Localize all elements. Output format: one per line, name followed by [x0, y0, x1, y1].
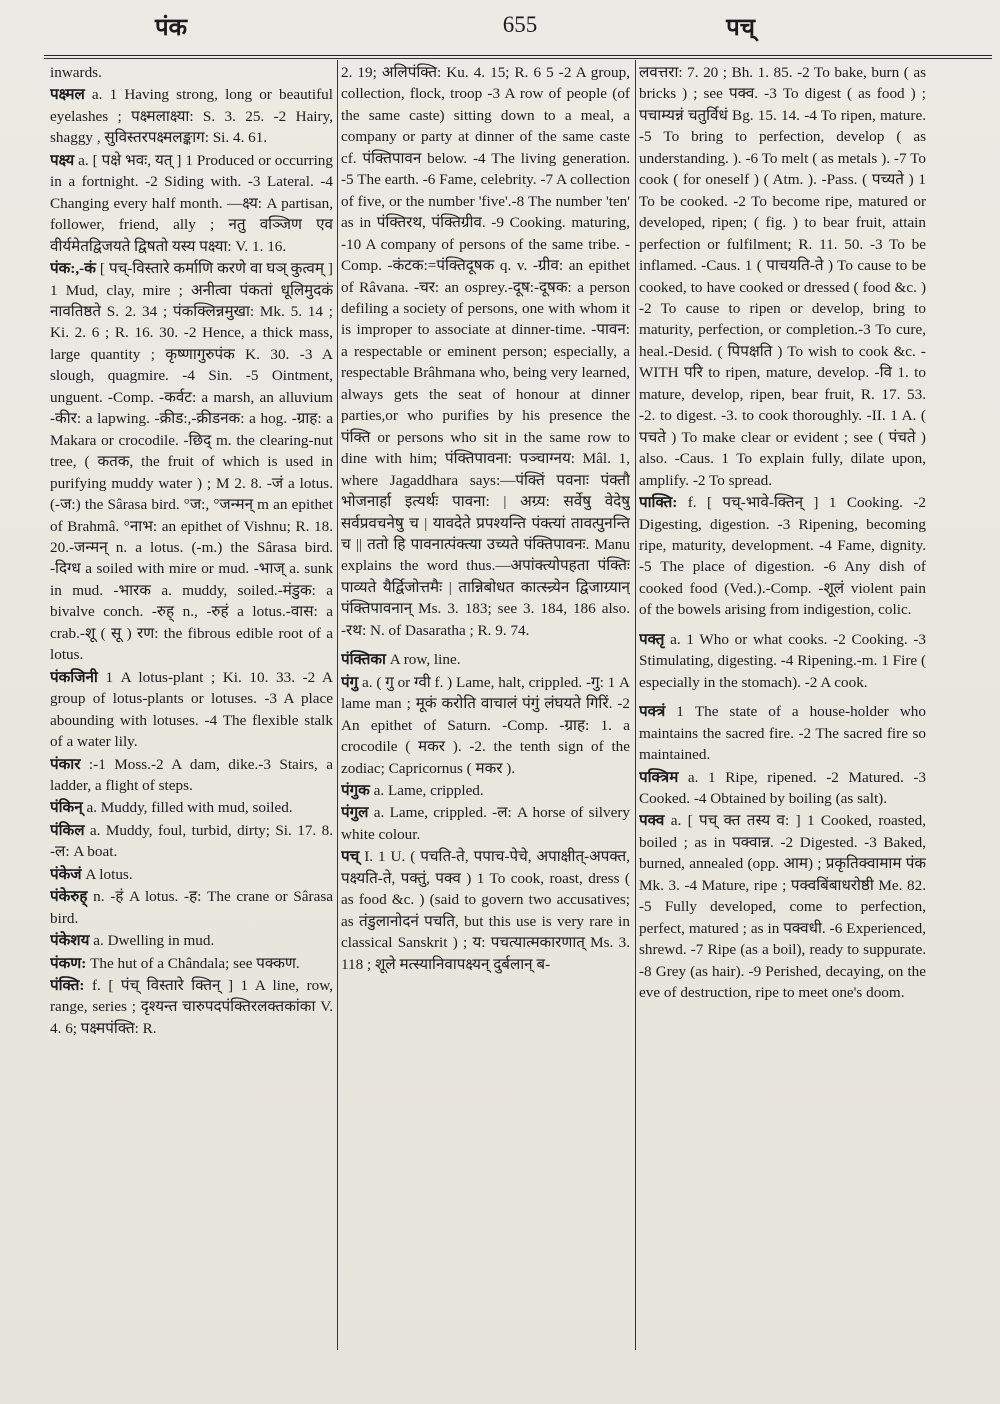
dictionary-entry [50, 975, 333, 1039]
entry-headword: पंक:,-कं [50, 260, 96, 278]
entry-definition: a. Muddy, foul, turbid, dirty; Si. 17. 8. -ल: A boat. [50, 821, 333, 861]
entry-definition: I. 1 U. ( पचति-ते, पपाच-पेचे, अपाक्षीत्-अपक्त, पक्ष्यति-ते, पक्तुं, पक्व ) 1 To cook, roast, dress ( as food &c. ) (said to govern two accusatives; as तंडुलानोदनं पचति, but this use is very rare in classical Sanskrit ) ; य: पचत्यात्मकारणात् Ms. 3. 118 ; शूले मत्स्यानिवापक्ष्यन् दुर्बलान् ब- [341, 848, 630, 973]
entry-definition: 1 The state of a house-holder who maintains the sacred fire. -2 The sacred fire so maintained. [639, 703, 926, 764]
entry-headword: पक्ष्मल [50, 86, 85, 104]
entry-headword: पंगुल [341, 804, 369, 822]
entry-definition: a. Dwelling in mud. [89, 932, 215, 950]
entry-headword: पंकेजं [50, 865, 82, 883]
dictionary-entry [341, 780, 630, 801]
dictionary-entry [50, 62, 333, 83]
dictionary-entry [50, 84, 333, 148]
entry-definition: a. 1 Who or what cooks. -2 Cooking. -3 Stimulating, digesting. -4 Ripening.-m. 1 Fire ( especially in the stomach). -2 A cook. [639, 630, 926, 691]
entry-definition: 2. 19; अलिपंक्ति: Ku. 4. 15; R. 6 5 -2 A group, collection, flock, troop -3 A row of people (of the same caste) sitting down to a meal, a company or party at dinner of the same caste cf. पंक्तिपावन below. -4 The living generation. -5 The earth. -6 Fame, celebrity. -7 A collection of five, or the number 'five'.-8 The number 'ten' as in पंक्तिरथ, पंक्तिग्रीव. -9 Cooking. maturing, -10 A company of persons of the same tribe. -Comp. -कंटक:=पंक्तिदूषक q. v. -ग्रीव: an epithet of Râvana. -चर: an osprey.-दूष:-दूषक: a person defiling a society of persons, one with whom it is improper to associate at dinner-time. -पावन: a respectable or eminent person; especially, a respectable Brâhmana who, being very learned, always gets the seat of honour at dinner parties,or who purifies by his presence the पंक्ति or persons who sit in the same row to dine with him; पंक्तिपावना: पञ्चाग्नय: Mâl. 1, where Jagaddhara says:—पंक्तिं पवनाः पंक्तौ भोजनार्हा इत्यर्थः पावना: | अग्र्य: सर्वेषु वेदेषु सर्वप्रवचनेषु च | यावदेते प्रपश्यन्ति पंक्त्यां तावत्पुनन्ति च || ततो हि पावनात्पंक्त्या उच्यते पंक्तिपावनः. Manu explains the word thus.—अपांक्त्योपहता पंक्तिः पाव्यते यैर्द्विजोत्तमैः | तान्निबोधत कात्स्न्र्येन द्विजाग्र्यान् पंक्तिपावनान् Ms. 3. 183; see 3. 184, 186 also. -रथ: N. of Dasaratha ; R. 9. 74. [341, 64, 630, 639]
column-middle [341, 62, 630, 1397]
entry-headword: पंकेशय [50, 932, 90, 950]
dictionary-entry [50, 953, 333, 974]
dictionary-entry [341, 672, 630, 779]
entry-headword: पंकिल [50, 821, 85, 839]
dictionary-entry [50, 886, 333, 929]
entry-headword: पक्त्रिम [639, 768, 679, 786]
dictionary-entry [50, 820, 333, 863]
entry-headword: पंकजिनी [50, 668, 98, 686]
header-rule [44, 55, 992, 56]
entry-headword: पक्व [639, 812, 665, 830]
entry-definition: f. [ पंच् विस्तारे क्तिन् ] 1 A line, row, range, series ; दृश्यन्त चारुपदपंक्तिरलक्तकांका V. 4. 6; पक्ष्मपंक्ति: R. [50, 977, 333, 1037]
dictionary-entry [639, 767, 926, 810]
entry-headword: पंगु [341, 673, 359, 691]
dictionary-entry [639, 492, 926, 621]
entry-headword: पंकार [50, 755, 81, 773]
dictionary-entry [639, 701, 926, 765]
entry-headword: पंकेरुह् [50, 888, 88, 906]
entry-headword: पंक्ति: [50, 977, 85, 995]
entry-headword: पंक्तिका [341, 651, 386, 669]
dictionary-entry [50, 864, 333, 885]
dictionary-entry [50, 797, 333, 818]
entry-definition: 1 A lotus-plant ; Ki. 10. 33. -2 A group of lotus-plants or lotuses. -3 A place abounding with lotuses. -4 The flexible stalk of a water lily. [50, 668, 333, 751]
page-header [40, 10, 980, 54]
entry-headword: पंकिन् [50, 799, 83, 817]
entry-definition: a. Muddy, filled with mud, soiled. [82, 799, 293, 817]
entry-definition: The hut of a Chândala; see पक्कण. [86, 954, 300, 972]
entry-definition: a. [ पक्षे भवः, यत् ] 1 Produced or occurring in a fortnight. -2 Siding with. -3 Lateral. -4 Changing every half month. —क्ष्य: A partisan, follower, friend, ally ; नतु वञ्जिण एव वीर्यमेतद्विजयते द्विषतो यस्य पक्ष्या: V. 1. 16. [50, 151, 333, 255]
entry-definition: f. [ पच्-भावे-क्तिन् ] 1 Cooking. -2 Digesting, digestion. -3 Ripening, becoming ripe, maturity, development. -4 Fame, dignity. -5 The place of digestion. -6 Any dish of cooked food (Ved.).-Comp. -शूलं violent pain of the bowels arising from indigestion, colic. [639, 494, 926, 619]
header-rule-second [44, 58, 992, 59]
dictionary-entry [341, 802, 630, 845]
entry-headword: पंकण: [50, 954, 87, 972]
entry-definition: लवत्तरा: 7. 20 ; Bh. 1. 85. -2 To bake, burn ( as bricks ) ; see पक्व. -3 To digest ( as food ) ; पचाम्यन्नं चतुर्विधं Bg. 15. 14. -4 To ripen, mature. -5 To bring to perfection, develop ( as understanding. ). -6 To melt ( as metals ). -7 To cook ( for oneself ) ( Atm. ). -Pass. ( पच्यते ) 1 To be cooked. -2 To become ripe, matured or developed, ripen; ( fig. ) to bear fruit, attain perfection or fulfilment; R. 11. 50. -3 To be inflamed. -Caus. 1 ( पाचयति-ते ) To cause to be cooked, to have cooked or dressed ( food &c. ) -2 To cause to ripen or develop, bring to maturity, perfection, or completion.-3 To cure, heal.-Desid. ( पिपक्षति ) To wish to cook &c. -WITH परि to ripen, mature, develop. -वि 1. to mature, develop, ripen, bear fruit, R. 17. 53. -2. to digest. -3. to cook thoroughly. -II. 1 A. ( पचते ) To make clear or evident ; see ( पंचते ) also. -Caus. 1 To explain fully, dilate upon, amplify. -2 To spread. [639, 64, 926, 489]
entry-definition: a. Lame, crippled. -ल: A horse of silvery white colour. [341, 804, 630, 843]
entry-headword: पक्तृ [639, 630, 665, 648]
right-running-headword: पच् [726, 12, 755, 41]
dictionary-entry [341, 649, 630, 670]
entry-definition: a. 1 Ripe, ripened. -2 Matured. -3 Cooked. -4 Obtained by boiling (as salt). [639, 768, 926, 807]
entry-headword: पंगुक [341, 781, 370, 799]
dictionary-entry [639, 629, 926, 693]
dictionary-entry [50, 930, 333, 951]
entry-definition: a. ( गु or ग्वी f. ) Lame, halt, crippled. -गु: 1 A lame man ; मूकं करोति वाचालं पंगुं लंघयते गिरिं. -2 An epithet of Saturn. -Comp. -ग्राह: 1. a crocodile ( मकर ). -2. the tenth sign of the zodiac; Capricornus ( मकर ). [341, 673, 630, 777]
entry-definition: inwards. [50, 64, 102, 81]
dictionary-entry [341, 62, 630, 641]
dictionary-entry [50, 754, 333, 797]
entry-definition: a. Lame, crippled. [369, 781, 484, 799]
left-running-headword: पंक [155, 12, 188, 41]
dictionary-entry [639, 62, 926, 491]
column-left [50, 62, 333, 1397]
entry-definition: :-1 Moss.-2 A dam, dike.-3 Stairs, a ladder, a flight of steps. [50, 755, 333, 794]
entry-definition: a. [ पच् क्त तस्य व: ] 1 Cooked, roasted, boiled ; as in पक्वान्न. -2 Digested. -3 Baked, burned, annealed (opp. आम) ; प्रकृतिक्वामाम पंक Mk. 3. -4 Mature, ripe ; पक्वबिंबाधरोष्ठी Me. 82. -5 Fully developed, come to perfection, perfect, matured ; as in पक्वधी. -6 Experienced, shrewd. -7 Ripe (as a boil), ready to suppurate. -8 Grey (as hair). -9 Perished, decaying, on the eve of destruction, ripe to meet one's doom. [639, 812, 926, 1002]
entry-definition: a. 1 Having strong, long or beautiful eyelashes ; पक्ष्मलाक्ष्या: S. 3. 25. -2 Hairy, shaggy , सुविस्तरपक्ष्मलङ्काग: Si. 4. 61. [50, 86, 333, 147]
column-divider [635, 60, 636, 1350]
entry-definition: A lotus. [81, 865, 133, 883]
dictionary-entry [50, 258, 333, 666]
entry-headword: पक्ष्य [50, 151, 75, 169]
page-number: 655 [502, 12, 538, 37]
entry-headword: पच् [341, 848, 360, 866]
entry-headword: पक्त्रं [639, 703, 666, 721]
entry-definition: n. -हं A lotus. -ह: The crane or Sârasa bird. [50, 888, 333, 927]
entry-definition: [ पच्-विस्तारे कर्माणि करणे वा घञ् कुत्वम् ] 1 Mud, clay, mire ; अनीत्वा पंकतां धूलिमुदकं नावतिष्ठते S. 2. 34 ; पंकक्लिन्नमुखा: Mk. 5. 14 ; Ki. 2. 6 ; R. 16. 30. -2 Hence, a thick mass, large quantity ; कृष्णागुरुपंक K. 30. -3 A slough, quagmire. -4 Sin. -5 Ointment, unguent. -Comp. -कर्वट: a marsh, an alluvium -कीर: a lapwing. -क्रीड:,-क्रीडनक: a hog. -ग्राह: a Makara or crocodile. -छिद् m. the clearing-nut tree, ( कतक, the fruit of which is used in purifying muddy water ) ; M 2. 8. -जं a lotus. (-ज:) the Sârasa bird. °ज:, °जन्मन् m an epithet of Brahmâ. °नाभ: an epithet of Vishnu; R. 18. 20.-जन्मन् n. a lotus. (-m.) the Sârasa bird. -दिग्ध a soiled with mire or mud. -भाज् a. sunk in mud. -भारक a. muddy, soiled.-मंडुक: a bivalve conch. -रुह् n., -रुहं a lotus.-वास: a crab.-शू ( सू ) रण: the fibrous edible root of a lotus. [50, 260, 333, 664]
column-right [639, 62, 926, 1397]
dictionary-entry [50, 150, 333, 257]
entry-definition: A row, line. [385, 651, 461, 669]
entry-headword: पाक्ति: [639, 494, 678, 512]
dictionary-entry [639, 810, 926, 1003]
dictionary-entry [50, 667, 333, 753]
dictionary-entry [341, 846, 630, 975]
column-divider [337, 60, 338, 1350]
